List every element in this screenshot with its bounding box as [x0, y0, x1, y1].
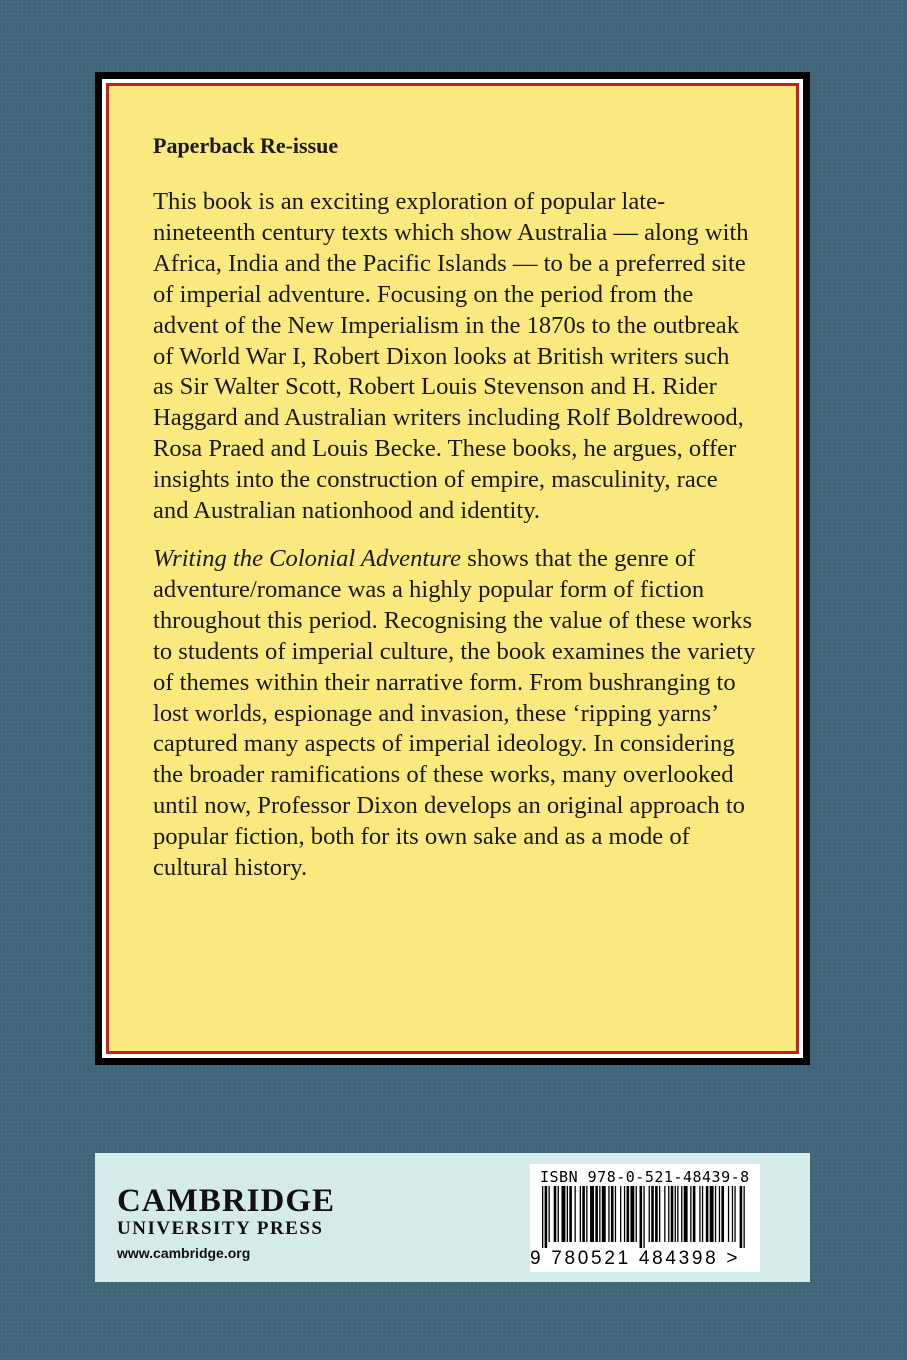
barcode-bar — [624, 1186, 625, 1242]
barcode-bar — [611, 1186, 614, 1242]
publisher-band — [95, 1153, 810, 1282]
barcode-bar — [558, 1186, 559, 1242]
barcode-bar — [668, 1186, 669, 1242]
barcode-bar — [630, 1186, 634, 1242]
barcode-bar — [562, 1186, 566, 1242]
barcode-bar — [659, 1186, 660, 1242]
book-title: Writing the Colonial Adventure — [153, 544, 462, 572]
barcode-bar — [732, 1186, 733, 1242]
publisher-name: CAMBRIDGE — [117, 1183, 336, 1219]
barcode-bar — [608, 1186, 609, 1242]
barcode-bar — [677, 1186, 678, 1242]
barcode-bar — [590, 1186, 594, 1242]
barcode-bar — [744, 1186, 745, 1248]
barcode-bar — [569, 1186, 572, 1242]
publisher-subtitle: UNIVERSITY PRESS — [117, 1218, 324, 1239]
barcode-digits: 9 780521 484398 > — [530, 1248, 741, 1269]
barcode-bar — [627, 1186, 630, 1242]
barcode-bar — [602, 1186, 606, 1242]
barcode-bar — [740, 1186, 743, 1248]
barcode-bar — [690, 1186, 691, 1242]
barcode-bar — [554, 1186, 557, 1242]
barcode-bar — [655, 1186, 658, 1242]
reissue-heading: Paperback Re-issue — [153, 133, 339, 158]
publisher-logo — [117, 1184, 335, 1261]
barcode-bar — [684, 1186, 688, 1242]
description-panel — [109, 86, 796, 1051]
barcode-bar — [702, 1186, 703, 1242]
barcode-bar — [575, 1186, 576, 1242]
barcode-bar — [615, 1186, 616, 1242]
barcode-bar — [636, 1186, 637, 1242]
description-paragraph-2-text: shows that the genre of adventure/romance was a highly popular form of fiction throughout this period. Recognising the value of these works to students of imperial culture, the book examines the variety of themes within their narrative form. From bushranging to lost worlds, espionage and invasion, these ‘ripping yarns’ captured many aspects of imperial ideology. In considering the broader ramifications of these works, many overlooked until now, Professor Dixon develops an original approach to popular fiction, both for its own sake and as a mode of cultural history. — [153, 544, 756, 882]
barcode-bar — [710, 1186, 714, 1242]
barcode-bar — [640, 1186, 643, 1248]
barcode-bar — [671, 1186, 674, 1242]
barcode-bar — [545, 1186, 548, 1248]
barcode-bar — [719, 1186, 720, 1242]
barcode-bar — [620, 1186, 621, 1242]
barcode-bar — [681, 1186, 682, 1242]
barcode-bar — [706, 1186, 709, 1242]
barcode-bar — [649, 1186, 650, 1242]
barcode-bar — [699, 1186, 700, 1242]
barcode-bar — [651, 1186, 654, 1242]
barcode-bar — [599, 1186, 600, 1242]
barcode-bar — [542, 1186, 543, 1248]
publisher-url[interactable]: www.cambridge.org — [117, 1245, 251, 1261]
description-paragraph-2 — [153, 544, 756, 884]
description-frame — [95, 72, 810, 1065]
barcode-bar — [582, 1186, 585, 1242]
barcode-bar — [586, 1186, 587, 1242]
barcode-bar — [721, 1186, 724, 1242]
description-paragraph-1: This book is an exciting exploration of popular late-nineteenth century texts which show Australia — along with Africa, India and the Pacific Islands — to be a preferred site of imperial adventure. Focusing on the period from the advent of the New Imperialism in the 1870s to the outbreak of World War I, Robert Dixon looks at British writers such as Sir Walter Scott, Robert Louis Stevenson and H. Rider Haggard and Australian writers including Rolf Boldrewood, Rosa Praed and Louis Becke. These books, he argues, offer insights into the construction of empire, masculinity, race and Australian nationhood and identity. — [153, 188, 749, 525]
barcode-bar — [728, 1186, 729, 1242]
isbn-label: ISBN 978-0-521-48439-8 — [540, 1168, 750, 1186]
barcode-bar — [549, 1186, 550, 1242]
barcode-bar — [643, 1186, 644, 1248]
barcode-bar — [715, 1186, 716, 1242]
barcode-bars — [538, 1186, 752, 1248]
barcode-bar — [734, 1186, 735, 1242]
barcode — [530, 1164, 760, 1272]
barcode-bar — [693, 1186, 696, 1242]
barcode-bar — [675, 1186, 676, 1242]
barcode-bar — [664, 1186, 665, 1242]
barcode-bar — [580, 1186, 581, 1242]
barcode-bar — [567, 1186, 568, 1242]
barcode-bar — [595, 1186, 598, 1242]
